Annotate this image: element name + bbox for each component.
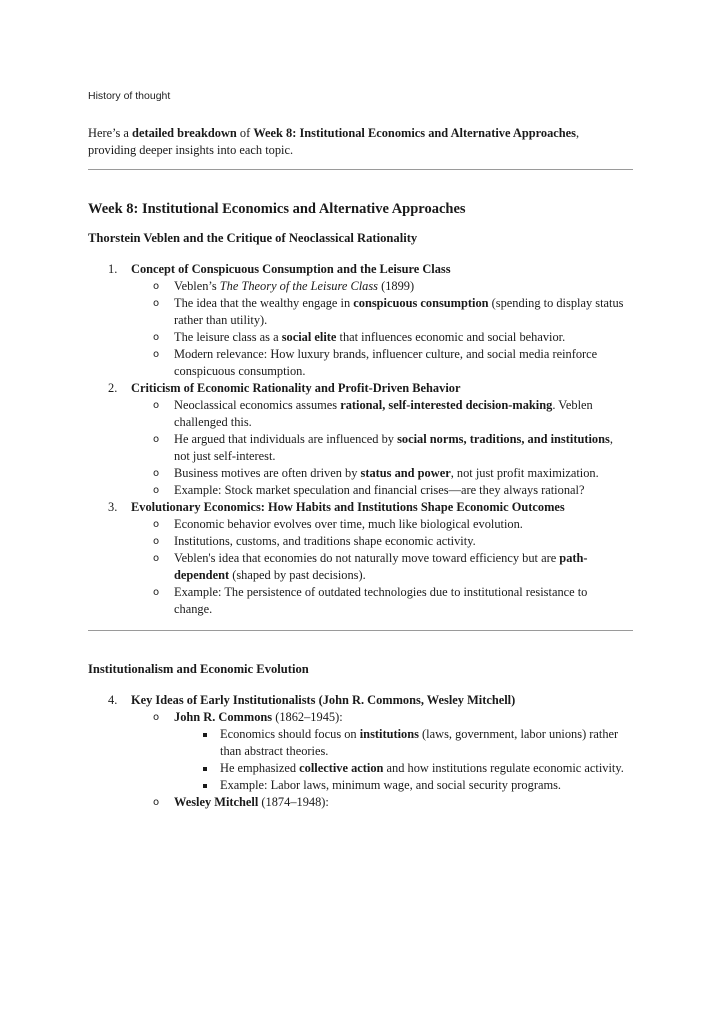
section-heading-institutionalism: Institutionalism and Economic Evolution bbox=[88, 662, 309, 676]
bullet-icon: o bbox=[153, 468, 160, 479]
horizontal-rule bbox=[88, 630, 633, 631]
sub-item: o Veblen’s The Theory of the Leisure Class (1899) bbox=[153, 279, 415, 293]
bullet-icon: o bbox=[153, 553, 160, 564]
sub-item: o Economic behavior evolves over time, much like biological evolution. bbox=[153, 517, 523, 531]
bullet-icon: o bbox=[153, 485, 160, 496]
bullet-icon: o bbox=[153, 434, 160, 445]
list-item bbox=[88, 499, 620, 618]
sub-item: o The idea that the wealthy engage in conspicuous consumption (spending to display status rather than utility). bbox=[153, 296, 624, 327]
bullet-icon: o bbox=[153, 712, 160, 723]
bullet-icon: o bbox=[153, 587, 160, 598]
intro-paragraph: Here’s a detailed breakdown of Week 8: Institutional Economics and Alternative Approaches, providing deeper insights into each topic. bbox=[88, 126, 580, 157]
bullet-icon: o bbox=[153, 332, 160, 343]
bullet-icon: o bbox=[153, 536, 160, 547]
numbered-list bbox=[88, 692, 624, 811]
item-number: 1. bbox=[108, 262, 118, 276]
sub-item: o Institutions, customs, and traditions shape economic activity. bbox=[153, 534, 476, 548]
sub-list bbox=[131, 709, 624, 811]
item-number: 2. bbox=[108, 381, 118, 395]
list-item bbox=[88, 380, 620, 499]
sub-item: o Business motives are often driven by status and power, not just profit maximization. bbox=[153, 466, 599, 480]
numbered-list bbox=[88, 261, 624, 618]
section-heading-veblen: Thorstein Veblen and the Critique of Neoclassical Rationality bbox=[88, 231, 418, 245]
item-number: 3. bbox=[108, 500, 118, 514]
horizontal-rule bbox=[88, 169, 633, 170]
bullet-icon: o bbox=[153, 519, 160, 530]
square-bullet-icon bbox=[203, 784, 207, 788]
sub-item: o Example: Stock market speculation and financial crises—are they always rational? bbox=[153, 483, 585, 497]
bullet-icon: o bbox=[153, 281, 160, 292]
sub-item: o Example: The persistence of outdated technologies due to institutional resistance to change. bbox=[153, 585, 588, 616]
sub-list bbox=[131, 516, 620, 618]
sub-item: o Modern relevance: How luxury brands, influencer culture, and social media reinforce conspicuous consumption. bbox=[153, 347, 598, 378]
sub-list bbox=[131, 278, 624, 380]
sub-item: o Wesley Mitchell (1874–1948): bbox=[153, 795, 329, 809]
sub-item: o The leisure class as a social elite that influences economic and social behavior. bbox=[153, 330, 566, 344]
list-item bbox=[88, 692, 624, 811]
bullet-icon: o bbox=[153, 298, 160, 309]
item-title: Key Ideas of Early Institutionalists (John R. Commons, Wesley Mitchell) bbox=[131, 693, 516, 707]
square-bullet-icon bbox=[203, 767, 207, 771]
document-header: History of thought bbox=[88, 90, 171, 102]
nested-list bbox=[174, 726, 624, 794]
sub-item: o Neoclassical economics assumes rational, self-interested decision-making. Veblen challenged this. bbox=[153, 398, 593, 429]
sub-list bbox=[131, 397, 620, 499]
sub-item: o Veblen's idea that economies do not naturally move toward efficiency but are path-dependent (shaped by past decisions). bbox=[153, 551, 588, 582]
item-number: 4. bbox=[108, 693, 118, 707]
nested-item: Example: Labor laws, minimum wage, and social security programs. bbox=[174, 777, 624, 794]
sub-item: o He argued that individuals are influenced by social norms, traditions, and institutions, not just self-interest. bbox=[153, 432, 613, 463]
nested-item: He emphasized collective action and how institutions regulate economic activity. bbox=[174, 760, 624, 777]
bullet-icon: o bbox=[153, 400, 160, 411]
bullet-icon: o bbox=[153, 349, 160, 360]
bullet-icon: o bbox=[153, 797, 160, 808]
item-title: Evolutionary Economics: How Habits and Institutions Shape Economic Outcomes bbox=[131, 500, 565, 514]
nested-item: Economics should focus on institutions (laws, government, labor unions) rather than abstract theories. bbox=[174, 726, 624, 760]
list-item bbox=[88, 261, 624, 380]
sub-item: o John R. Commons (1862–1945): Economics should focus on institutions (laws, government, labor unions) rather than abstract theories. He emphasized collective action and how institutions regulate economic activity. Example: Labor laws, minimum wage, and social security programs. bbox=[153, 710, 624, 792]
week-title: Week 8: Institutional Economics and Alternative Approaches bbox=[88, 201, 466, 217]
item-title: Concept of Conspicuous Consumption and the Leisure Class bbox=[131, 262, 451, 276]
item-title: Criticism of Economic Rationality and Profit-Driven Behavior bbox=[131, 381, 461, 395]
square-bullet-icon bbox=[203, 733, 207, 737]
